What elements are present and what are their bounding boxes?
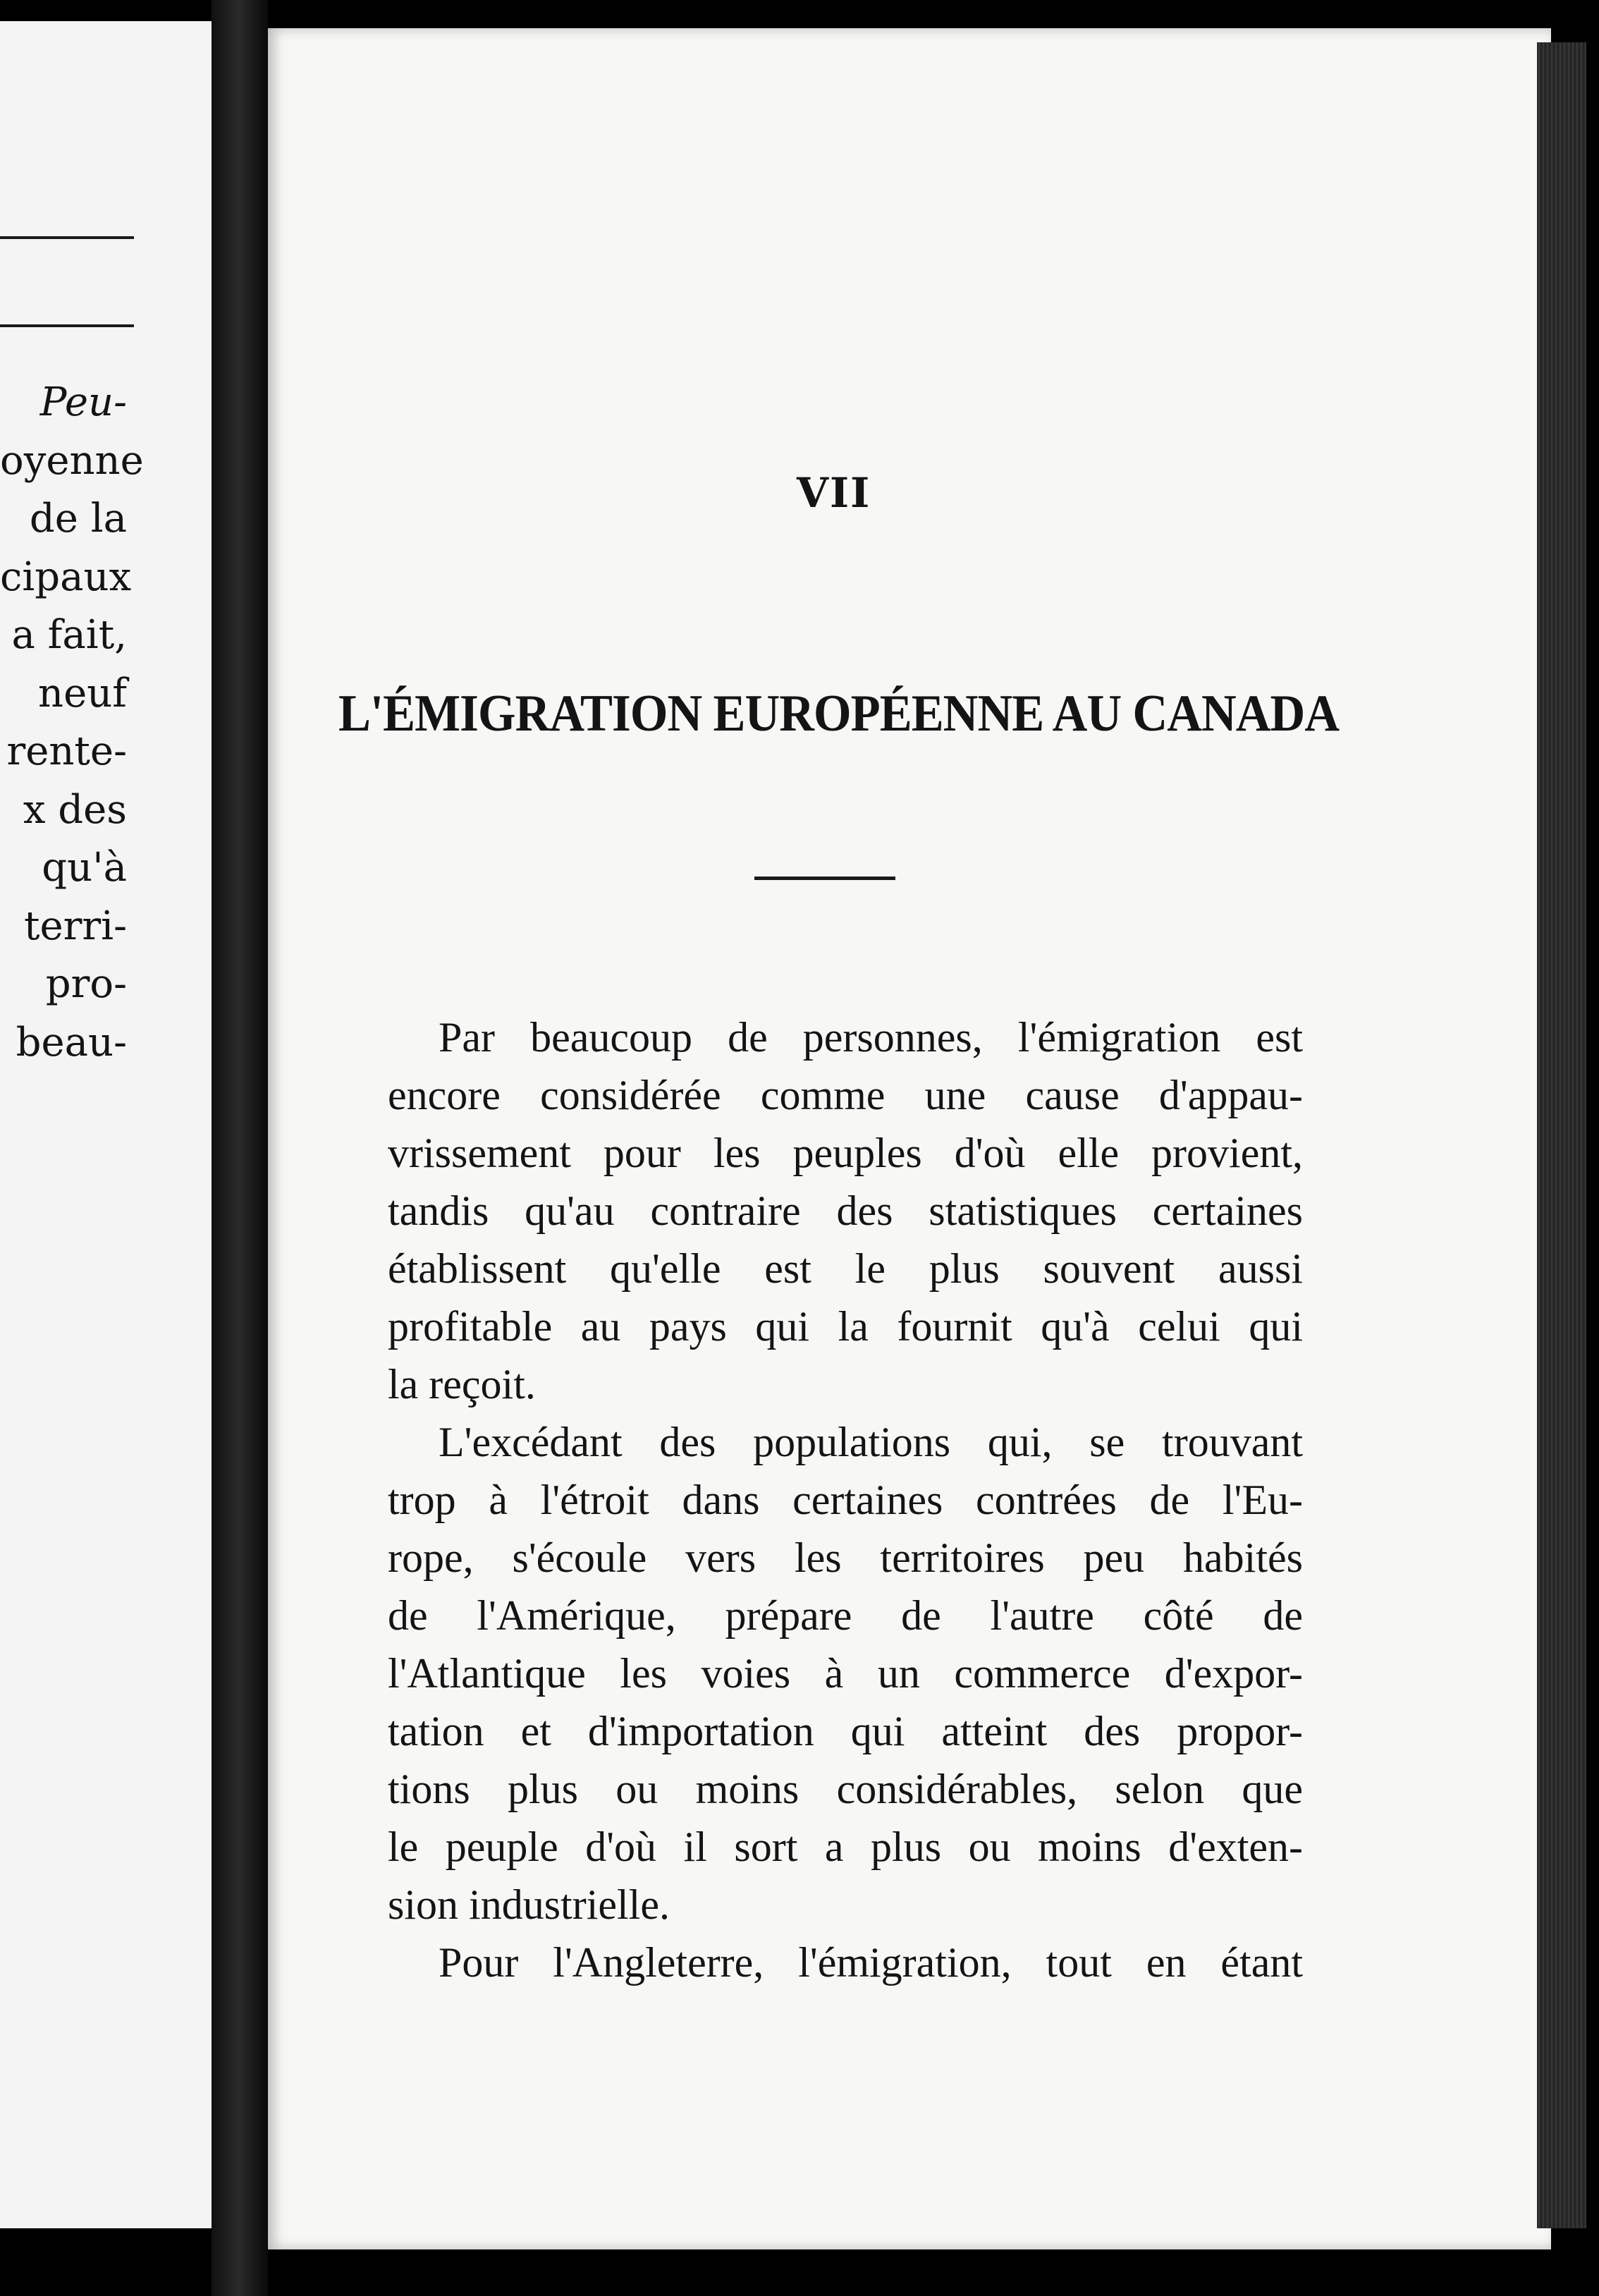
left-page-rule-top xyxy=(0,236,134,239)
text-line: l'Atlantique les voies à un commerce d'expor- xyxy=(388,1650,1303,1697)
text-line: tions plus ou moins considérables, selon que xyxy=(388,1766,1303,1812)
left-page-text xyxy=(0,374,144,1072)
chapter-body xyxy=(337,1008,1303,1991)
text-line: la reçoit. xyxy=(388,1361,536,1407)
title-divider-rule xyxy=(754,877,895,880)
left-line: de la xyxy=(29,496,127,542)
paragraph-2 xyxy=(337,1413,1303,1934)
left-line: terri- xyxy=(23,903,127,949)
left-line: oyenne xyxy=(0,437,144,484)
text-line: tation et d'importation qui atteint des propor- xyxy=(388,1708,1303,1754)
left-page-fragment xyxy=(0,21,216,2228)
left-line: beau- xyxy=(16,1019,127,1065)
text-line: profitable au pays qui la fournit qu'à celui qui xyxy=(388,1303,1303,1350)
text-line: sion industrielle. xyxy=(388,1881,670,1928)
page-edges xyxy=(1537,42,1586,2228)
text-line: Par beaucoup de personnes, l'émigration est xyxy=(439,1014,1303,1061)
text-line: établissent qu'elle est le plus souvent aussi xyxy=(388,1245,1303,1292)
text-line: trop à l'étroit dans certaines contrées de l'Eu- xyxy=(388,1477,1303,1523)
left-page-rule-bottom xyxy=(0,324,134,327)
chapter-title: L'ÉMIGRATION EUROPÉENNE AU CANADA xyxy=(338,685,1340,743)
paragraph-3 xyxy=(337,1934,1303,1991)
left-line: rente- xyxy=(6,728,127,774)
left-line: x des xyxy=(23,786,127,833)
text-line: le peuple d'où il sort a plus ou moins d'exten- xyxy=(388,1824,1303,1870)
text-line: rope, s'écoule vers les territoires peu habités xyxy=(388,1534,1303,1581)
left-line: Peu- xyxy=(39,379,127,425)
text-line: L'excédant des populations qui, se trouvant xyxy=(439,1419,1303,1465)
text-line: tandis qu'au contraire des statistiques certaines xyxy=(388,1187,1303,1234)
paragraph-1 xyxy=(337,1008,1303,1413)
text-line: Pour l'Angleterre, l'émigration, tout en étant xyxy=(439,1939,1303,1986)
chapter-number: VII xyxy=(797,469,871,517)
text-line: de l'Amérique, prépare de l'autre côté de xyxy=(388,1592,1303,1639)
left-line: neuf xyxy=(38,670,127,716)
left-line: qu'à xyxy=(42,845,127,891)
book-gutter xyxy=(212,0,268,2296)
left-line: a fait, xyxy=(11,612,127,658)
text-line: vrissement pour les peuples d'où elle provient, xyxy=(388,1130,1303,1176)
left-line: pro- xyxy=(45,961,127,1007)
text-line: encore considérée comme une cause d'appau- xyxy=(388,1072,1303,1118)
left-line: cipaux xyxy=(0,554,132,600)
